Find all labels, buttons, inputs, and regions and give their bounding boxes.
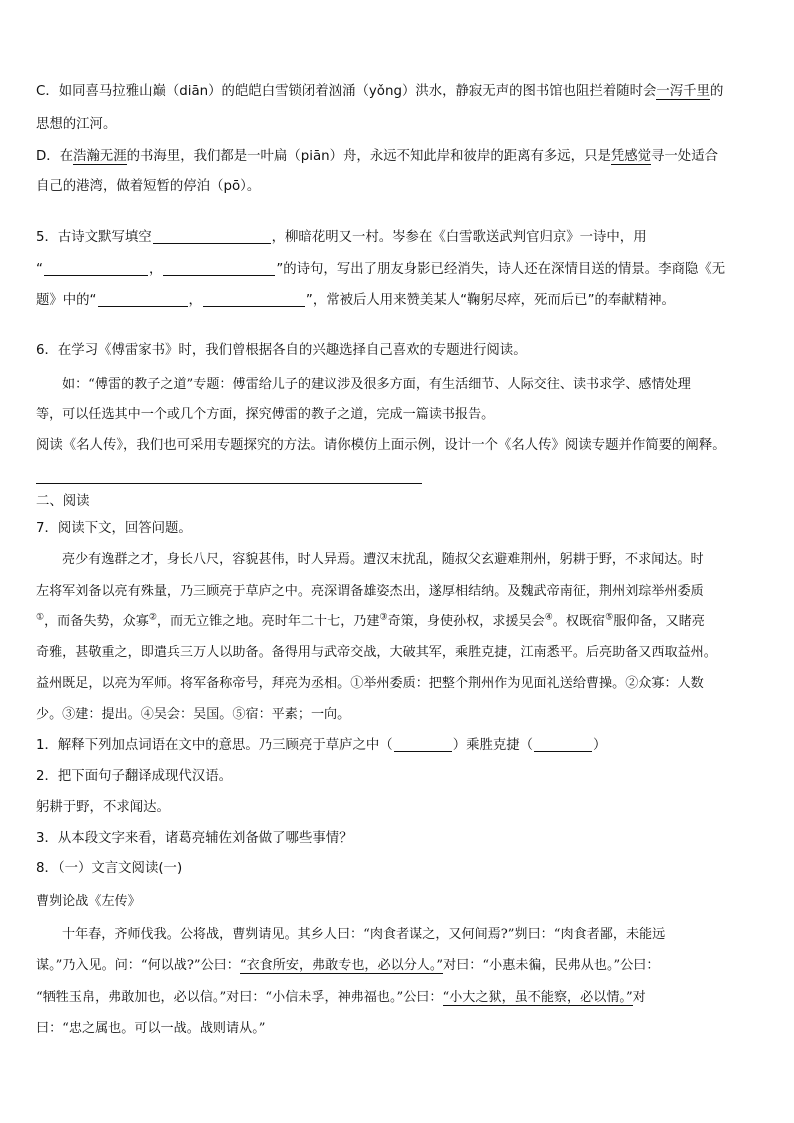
q7-passage-text-e: 服仰备，又睹亮 [613, 614, 705, 629]
q4-option-d-line2: 自己的港湾，做着短暂的停泊（pō）。 [36, 179, 261, 194]
q6-example-line2: 等，可以任选其中一个或几个方面，探究傅雷的教子之道，完成一篇读书报告。 [36, 407, 495, 422]
q5-text-1: ，柳暗花明又一村。岑参在《白雪歌送武判官归京》一诗中，用 [271, 230, 647, 245]
q4-option-d-text-end: 寻一处适合 [651, 149, 718, 164]
q4-option-d-underlined-2: 凭感觉 [610, 149, 652, 164]
q8-passage-text-b: 对曰：“小惠未徧，民弗从也。”公曰： [443, 958, 660, 973]
q8-passage-text-c: “牺牲玉帛，弗敢加也，必以信。”对曰：“小信未孚，神弗福也。”公曰： [36, 990, 443, 1005]
note-marker-2: ② [148, 612, 157, 623]
q4-option-d-underlined-1: 浩瀚无涯 [73, 149, 127, 164]
q8-passage-line2 [36, 957, 760, 975]
q5-text-2: ”的诗句，写出了朋友身影已经消失，诗人还在深情目送的情景。李商隐《无 [276, 262, 726, 277]
q7-sub1-text: 1．解释下列加点词语在文中的意思。乃三顾亮于草庐之中（ [36, 738, 393, 753]
q5-blank-2[interactable] [44, 261, 148, 276]
q7-passage-text-c: 奇策，身使孙权，求援吴会 [387, 614, 545, 629]
q4-option-c-underlined: 一泻千里 [656, 84, 710, 99]
q5-text-3: 题》中的“ [36, 293, 97, 308]
q4-option-d-text: D．在 [36, 149, 74, 164]
q8-passage-line3 [36, 989, 760, 1007]
q7-passage-line3 [36, 613, 760, 631]
q8-underlined-sentence-2: “小大之狱，虽不能察，必以情。” [442, 990, 633, 1005]
q7-sub1-close: ） [593, 738, 607, 753]
q5-blank-5[interactable] [203, 292, 305, 307]
q7-title: 7．阅读下文，回答问题。 [36, 521, 192, 536]
q7-passage-line2: 左将军刘备以亮有殊量，乃三顾亮于草庐之中。亮深谓备雄姿杰出，遂厚相结纳。及魏武帝南征，荆州刘琮举州委质 [36, 584, 704, 599]
q4-option-c-text: C．如同喜马拉雅山巅（diān）的皑皑白雪锁闭着汹涌（yǒng）洪水，静寂无声的图书馆也阻拦着随时会 [36, 84, 657, 99]
q8-title: 8．（一）文言文阅读(一) [36, 861, 183, 876]
q5-blank-1[interactable] [153, 229, 271, 244]
q8-passage-line1: 十年春，齐师伐我。公将战，曹刿请见。其乡人曰：“肉食者谋之，又何间焉?”刿曰：“肉食者鄙，未能远 [62, 927, 666, 942]
q5-blank-3[interactable] [163, 261, 275, 276]
q7-sub2-sentence: 躬耕于野，不求闻达。 [36, 800, 170, 815]
q7-passage-text-d: 。权既宿 [552, 614, 606, 629]
q7-passage-line6: 少。③建：提出。④吴会：吴国。⑤宿：平素；一向。 [36, 707, 351, 722]
q8-subtitle: 曹刿论战《左传》 [36, 894, 141, 909]
q4-option-c-line1 [36, 83, 760, 101]
q6-example-line1: 如：“傅雷的教子之道”专题：傅雷给儿子的建议涉及很多方面，有生活细节、人际交往、读书求学、感情处理 [62, 377, 691, 392]
q4-option-c-text-end: 的 [709, 84, 724, 99]
q8-passage-text-a: 谋。”乃入见。问：“何以战?”公曰： [36, 958, 240, 973]
q7-sub3: 3．从本段文字来看，诸葛亮辅佐刘备做了哪些事情？ [36, 831, 353, 846]
q7-sub1-text-b: ）乘胜克捷（ [452, 738, 534, 753]
q5-quote-open: “ [36, 262, 43, 277]
q6-line1: 6．在学习《傅雷家书》时，我们曾根据各自的兴趣选择自己喜欢的专题进行阅读。 [36, 343, 527, 358]
q7-passage-text-a: ，而备失势，众寡 [44, 614, 149, 629]
note-marker-1: ① [36, 612, 45, 623]
q4-option-d-line1 [36, 148, 760, 166]
q7-passage-line4: 奇雅，甚敬重之，即遣兵三万人以助备。备得用与武帝交战，大破其军，乘胜克捷，江南悉平。后亮助备又西取益州。 [36, 645, 717, 660]
note-marker-5: ⑤ [605, 612, 614, 623]
q7-passage-line5: 益州既足，以亮为军师。将军备称帝号，拜亮为丞相。①举州委质：把整个荆州作为见面礼送给曹操。②众寡：人数 [36, 676, 704, 691]
q8-passage-text-d: 对 [632, 990, 646, 1005]
q5-comma-2: ， [188, 293, 202, 308]
q7-sub1-blank-2[interactable] [534, 737, 592, 752]
q5-comma: ， [148, 262, 163, 277]
q4-option-d-text-mid: 的书海里，我们都是一叶扁（piān）舟，永远不知此岸和彼岸的距离有多远，只是 [126, 149, 611, 164]
q8-underlined-sentence-1: “衣食所安，弗敢专也，必以分人。” [239, 958, 444, 973]
q5-prompt: 5．古诗文默写填空 [36, 230, 152, 245]
q7-sub2: 2．把下面句子翻译成现代汉语。 [36, 769, 232, 784]
q4-option-c-line2: 思想的江河。 [36, 117, 117, 132]
q7-passage-text-b: ，而无立锥之地。亮时年二十七，乃建 [156, 614, 380, 629]
q5-line3 [36, 292, 760, 310]
q5-line2 [36, 261, 760, 279]
q5-text-4: ”，常被后人用来赞美某人“鞠躬尽瘁，死而后已”的奉献精神。 [305, 293, 675, 308]
q7-sub1 [36, 737, 760, 755]
q8-passage-line4: 曰：“忠之属也。可以一战。战则请从。” [36, 1021, 266, 1036]
q6-task: 阅读《名人传》，我们也可采用专题探究的方法。请你模仿上面示例，设计一个《名人传》阅读专题并作简要的阐释。 [36, 438, 726, 453]
note-marker-4: ④ [544, 612, 553, 623]
note-marker-3: ③ [379, 612, 388, 623]
q6-answer-line[interactable] [36, 483, 422, 484]
q7-sub1-blank-1[interactable] [394, 737, 452, 752]
q5-blank-4[interactable] [98, 292, 188, 307]
section-heading: 二、阅读 [36, 494, 90, 509]
q5-line1 [36, 229, 760, 247]
q7-passage-line1: 亮少有逸群之才，身长八尺，容貌甚伟，时人异焉。遭汉末扰乱，随叔父玄避难荆州，躬耕于野，不求闻达。时 [62, 552, 704, 567]
